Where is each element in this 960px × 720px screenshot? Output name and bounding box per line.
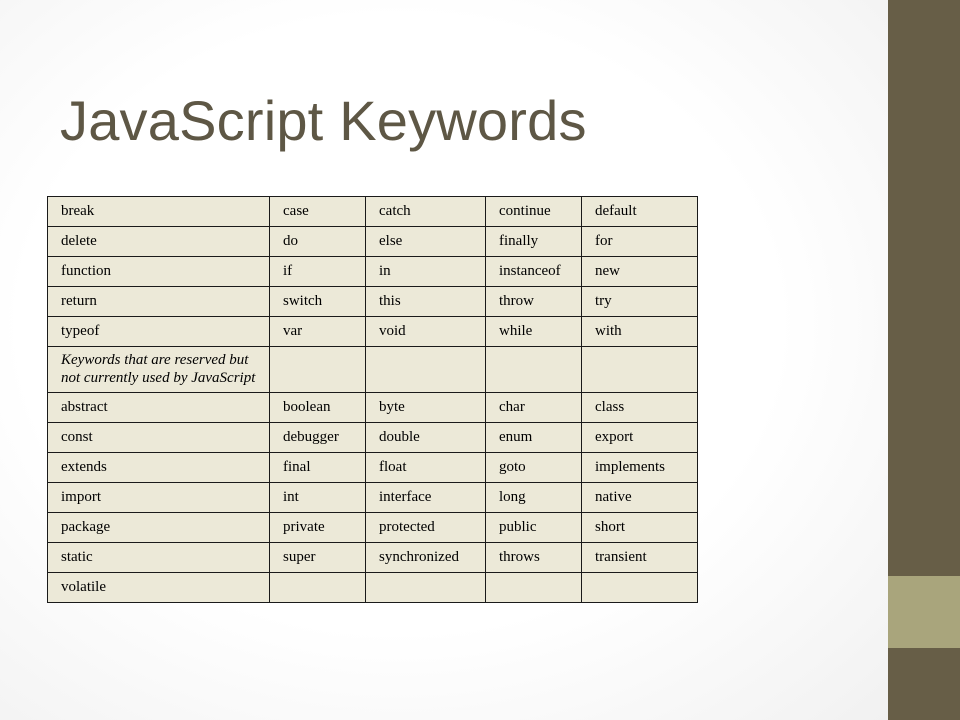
- keyword-cell: function: [48, 257, 270, 287]
- keyword-cell: while: [486, 317, 582, 347]
- keyword-cell: transient: [582, 543, 698, 573]
- table-row: [48, 543, 698, 573]
- keyword-cell: typeof: [48, 317, 270, 347]
- keyword-cell: long: [486, 483, 582, 513]
- keyword-cell: [486, 573, 582, 603]
- keyword-cell: float: [366, 453, 486, 483]
- keyword-cell: export: [582, 423, 698, 453]
- table-row: [48, 197, 698, 227]
- keyword-cell: package: [48, 513, 270, 543]
- keyword-cell: instanceof: [486, 257, 582, 287]
- keyword-cell: debugger: [270, 423, 366, 453]
- keyword-cell: this: [366, 287, 486, 317]
- keyword-cell: throw: [486, 287, 582, 317]
- keyword-cell: throws: [486, 543, 582, 573]
- keyword-cell: double: [366, 423, 486, 453]
- keyword-cell: volatile: [48, 573, 270, 603]
- keyword-cell: for: [582, 227, 698, 257]
- keyword-cell: extends: [48, 453, 270, 483]
- keyword-cell: delete: [48, 227, 270, 257]
- keyword-cell: int: [270, 483, 366, 513]
- keyword-cell: do: [270, 227, 366, 257]
- keyword-cell: abstract: [48, 393, 270, 423]
- keyword-cell: protected: [366, 513, 486, 543]
- keyword-cell: static: [48, 543, 270, 573]
- reserved-keywords-note: Keywords that are reserved but not currently used by JavaScript: [48, 347, 270, 393]
- keyword-cell: break: [48, 197, 270, 227]
- keyword-cell: default: [582, 197, 698, 227]
- keyword-cell: [270, 573, 366, 603]
- keyword-cell: const: [48, 423, 270, 453]
- keywords-table: [47, 196, 698, 603]
- keyword-cell: in: [366, 257, 486, 287]
- keyword-cell: new: [582, 257, 698, 287]
- keyword-cell: private: [270, 513, 366, 543]
- table-row: [48, 393, 698, 423]
- keyword-cell: finally: [486, 227, 582, 257]
- table-row: [48, 453, 698, 483]
- table-row: [48, 347, 698, 393]
- keyword-cell: continue: [486, 197, 582, 227]
- keyword-cell: super: [270, 543, 366, 573]
- keyword-cell: [582, 347, 698, 393]
- keyword-cell: try: [582, 287, 698, 317]
- keyword-cell: else: [366, 227, 486, 257]
- keyword-cell: interface: [366, 483, 486, 513]
- table-row: [48, 287, 698, 317]
- keyword-cell: void: [366, 317, 486, 347]
- keyword-cell: if: [270, 257, 366, 287]
- keyword-cell: native: [582, 483, 698, 513]
- keyword-cell: [582, 573, 698, 603]
- keyword-cell: [270, 347, 366, 393]
- keyword-cell: switch: [270, 287, 366, 317]
- decorative-sidebar-accent: [888, 576, 960, 648]
- keyword-cell: [366, 573, 486, 603]
- keyword-cell: catch: [366, 197, 486, 227]
- keyword-cell: boolean: [270, 393, 366, 423]
- keyword-cell: byte: [366, 393, 486, 423]
- keyword-cell: case: [270, 197, 366, 227]
- keyword-cell: goto: [486, 453, 582, 483]
- table-row: [48, 513, 698, 543]
- keyword-cell: public: [486, 513, 582, 543]
- keyword-cell: with: [582, 317, 698, 347]
- keyword-cell: class: [582, 393, 698, 423]
- keyword-cell: char: [486, 393, 582, 423]
- keyword-cell: import: [48, 483, 270, 513]
- table-row: [48, 483, 698, 513]
- keyword-cell: short: [582, 513, 698, 543]
- keyword-cell: var: [270, 317, 366, 347]
- table-row: [48, 423, 698, 453]
- slide-title: JavaScript Keywords: [60, 89, 587, 152]
- keyword-cell: synchronized: [366, 543, 486, 573]
- keywords-table-body: [48, 197, 698, 603]
- keyword-cell: [486, 347, 582, 393]
- keyword-cell: implements: [582, 453, 698, 483]
- keyword-cell: enum: [486, 423, 582, 453]
- table-row: [48, 317, 698, 347]
- table-row: [48, 573, 698, 603]
- keyword-cell: [366, 347, 486, 393]
- table-row: [48, 257, 698, 287]
- table-row: [48, 227, 698, 257]
- keyword-cell: final: [270, 453, 366, 483]
- keyword-cell: return: [48, 287, 270, 317]
